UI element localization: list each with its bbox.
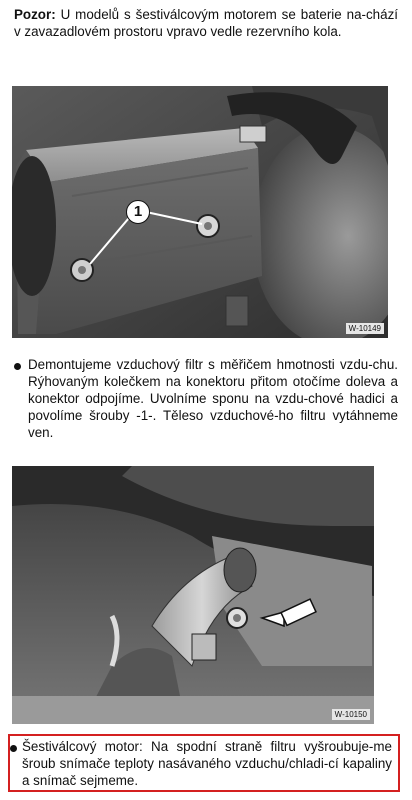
bullet-icon-2 bbox=[10, 745, 17, 752]
step2-paragraph: Šestiválcový motor: Na spodní straně filtru vyšroubuje-me šroub snímače teploty nasávaného vzduchu/chladi-cí kapaliny a snímač sejmeme. bbox=[22, 739, 392, 788]
figure-code-2: W-10150 bbox=[332, 709, 370, 720]
note-text: U modelů s šestiválcovým motorem se baterie na-chází v zavazadlovém prostoru vpravo vedle rezervního kola. bbox=[14, 7, 398, 39]
note-label: Pozor: bbox=[14, 7, 56, 22]
note-paragraph bbox=[14, 6, 398, 40]
figure-code-1: W-10149 bbox=[346, 323, 384, 334]
photo-temperature-sensor bbox=[12, 466, 374, 724]
photo-air-filter-housing bbox=[12, 86, 388, 338]
callout-1-badge: 1 bbox=[126, 200, 150, 224]
bullet-icon bbox=[14, 363, 21, 370]
step1-paragraph: Demontujeme vzduchový filtr s měřičem hmotnosti vzdu-chu. Rýhovaným kolečkem na konektoru přitom otočíme doleva a konektor odpojíme. Uvolníme sponu na vzdu-chové hadici a povolíme šrouby -1-. Těleso vzduchové-ho filtru vytáhneme ven. bbox=[28, 357, 398, 440]
